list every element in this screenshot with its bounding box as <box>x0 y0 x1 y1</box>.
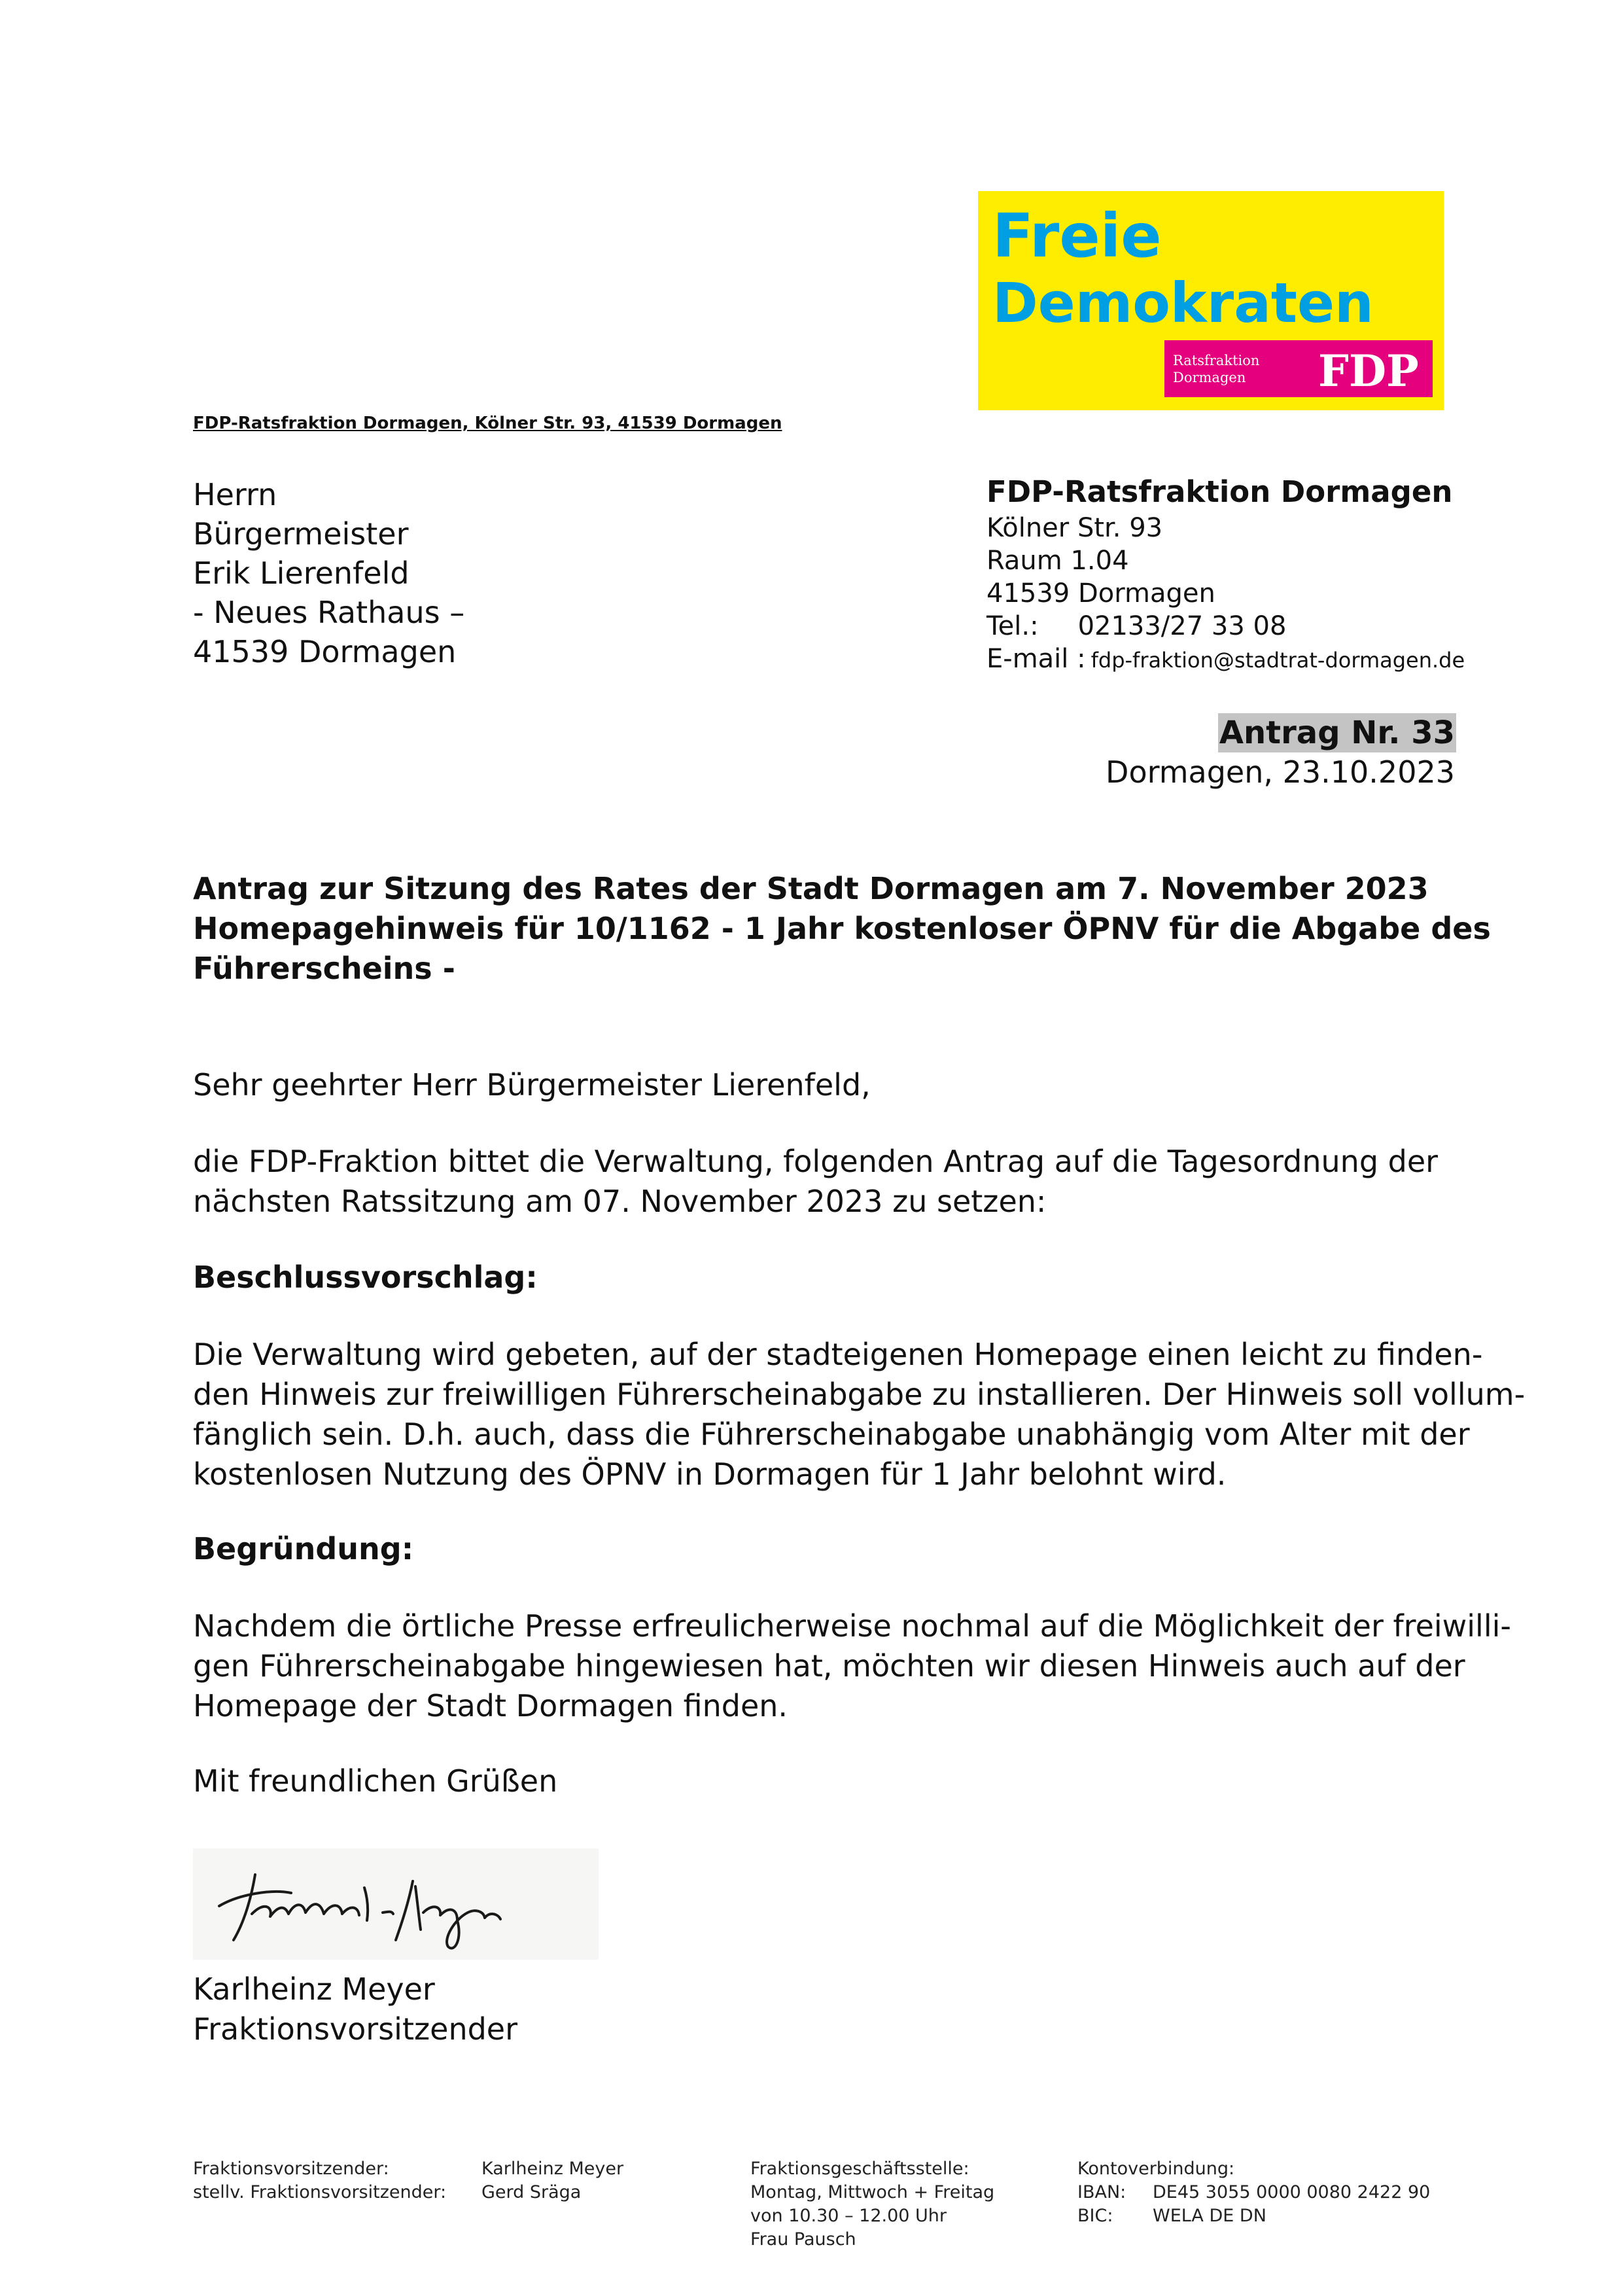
letter-subject <box>193 869 1491 989</box>
logo-line1: Freie <box>992 201 1162 271</box>
fdp-logo <box>978 191 1444 410</box>
beschluss-paragraph <box>193 1335 1525 1494</box>
begruendung-line: Nachdem die örtliche Presse erfreulicherweise nochmal auf die Möglichkeit der freiwilli- <box>193 1608 1511 1644</box>
footer-bic-row <box>1077 2204 1430 2228</box>
recipient-line: Erik Lierenfeld <box>193 556 410 591</box>
beschluss-line: den Hinweis zur freiwilligen Führerscheinabgabe zu installieren. Der Hinweis soll vollum- <box>193 1377 1526 1412</box>
recipient-line: Herrn <box>193 477 277 512</box>
intro-paragraph <box>193 1142 1438 1222</box>
footer-office-line: Montag, Mittwoch + Freitag <box>750 2182 995 2202</box>
contact-email-label: E-mail : <box>986 644 1086 674</box>
footer-col-roles <box>193 2157 446 2204</box>
recipient-address <box>193 475 464 671</box>
footer-iban: DE45 3055 0000 0080 2422 90 <box>1153 2182 1431 2202</box>
contact-city: 41539 Dormagen <box>986 578 1215 609</box>
salutation: Sehr geehrter Herr Bürgermeister Lierenfeld, <box>193 1067 871 1103</box>
contact-email-row <box>986 643 1465 677</box>
footer-iban-row <box>1077 2181 1430 2204</box>
antrag-number: Antrag Nr. 33 <box>1219 715 1455 751</box>
footer-office-line: von 10.30 – 12.00 Uhr <box>750 2206 947 2226</box>
footer-iban-label: IBAN: <box>1077 2182 1126 2202</box>
footer-col-names <box>481 2157 623 2204</box>
contact-email: fdp-fraktion@stadtrat-dormagen.de <box>1091 648 1465 673</box>
beschluss-line: Die Verwaltung wird gebeten, auf der stadteigenen Homepage einen leicht zu finden- <box>193 1337 1483 1372</box>
logo-sub1: Ratsfraktion <box>1173 353 1260 368</box>
beschluss-heading: Beschlussvorschlag: <box>193 1260 538 1295</box>
footer-bic: WELA DE DN <box>1153 2206 1266 2226</box>
subject-line: Führerscheins - <box>193 951 455 986</box>
logo-sub2: Dormagen <box>1173 370 1246 385</box>
letter-date: Dormagen, 23.10.2023 <box>1106 754 1455 790</box>
intro-line: nächsten Ratssitzung am 07. November 2023 zu setzen: <box>193 1184 1047 1219</box>
recipient-line: - Neues Rathaus – <box>193 595 465 630</box>
beschluss-line: kostenlosen Nutzung des ÖPNV in Dormagen für 1 Jahr belohnt wird. <box>193 1457 1227 1492</box>
contact-street: Kölner Str. 93 <box>986 513 1163 543</box>
sender-address-line: FDP-Ratsfraktion Dormagen, Kölner Str. 93, 41539 Dormagen <box>193 414 782 433</box>
footer-role: stellv. Fraktionsvorsitzender: <box>193 2182 447 2202</box>
subject-line: Homepagehinweis für 10/1162 - 1 Jahr kostenloser ÖPNV für die Abgabe des <box>193 911 1491 946</box>
signer-block <box>193 1969 517 2049</box>
contact-room: Raum 1.04 <box>986 546 1129 576</box>
recipient-line: Bürgermeister <box>193 516 409 552</box>
beschluss-line: fänglich sein. D.h. auch, dass die Führerscheinabgabe unabhängig vom Alter mit der <box>193 1417 1470 1452</box>
logo-line2: Demokraten <box>992 271 1374 335</box>
footer-office-line: Fraktionsgeschäftsstelle: <box>750 2159 969 2179</box>
signer-name: Karlheinz Meyer <box>193 1971 435 2007</box>
footer-col-office <box>750 2157 994 2252</box>
footer-col-bank <box>1077 2157 1430 2228</box>
closing: Mit freundlichen Grüßen <box>193 1763 558 1799</box>
contact-org: FDP-Ratsfraktion Dormagen <box>986 474 1453 509</box>
footer-bic-label: BIC: <box>1077 2206 1113 2226</box>
begruendung-line: gen Führerscheinabgabe hingewiesen hat, möchten wir diesen Hinweis auch auf der <box>193 1648 1465 1684</box>
signer-title: Fraktionsvorsitzender <box>193 2011 518 2047</box>
footer-name: Karlheinz Meyer <box>481 2159 624 2179</box>
footer-role: Fraktionsvorsitzender: <box>193 2159 389 2179</box>
begruendung-paragraph <box>193 1606 1511 1726</box>
footer-bank-title: Kontoverbindung: <box>1077 2159 1235 2179</box>
contact-tel: 02133/27 33 08 <box>1077 611 1287 641</box>
subject-line: Antrag zur Sitzung des Rates der Stadt Dormagen am 7. November 2023 <box>193 871 1429 906</box>
intro-line: die FDP-Fraktion bittet die Verwaltung, folgenden Antrag auf die Tagesordnung der <box>193 1144 1439 1179</box>
footer-name: Gerd Sräga <box>481 2182 582 2202</box>
recipient-line: 41539 Dormagen <box>193 634 457 669</box>
contact-tel-label: Tel.: <box>986 611 1039 641</box>
logo-brand: FDP <box>1318 345 1419 397</box>
sender-contact-block <box>986 472 1465 677</box>
handwritten-signature <box>193 1848 599 1960</box>
begruendung-line: Homepage der Stadt Dormagen finden. <box>193 1688 788 1723</box>
contact-tel-row <box>986 610 1465 643</box>
footer-office-line: Frau Pausch <box>750 2229 856 2250</box>
begruendung-heading: Begründung: <box>193 1531 414 1566</box>
